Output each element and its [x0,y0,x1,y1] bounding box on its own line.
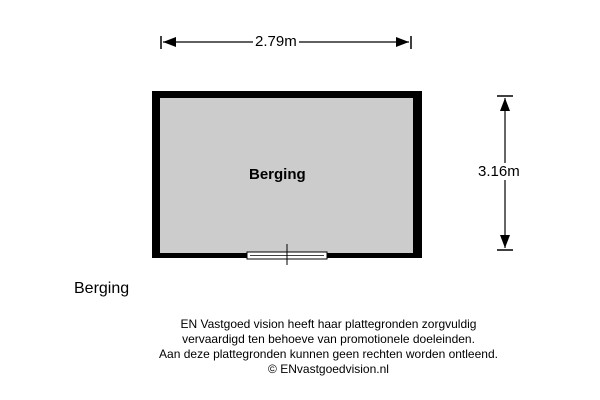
width-dimension-label: 2.79m [255,33,297,50]
disclaimer [0,317,600,377]
disclaimer-line: Aan deze plattegronden kunnen geen rechten worden ontleend. [159,347,498,361]
disclaimer-line: EN Vastgoed vision heeft haar plattegronden zorgvuldig [180,317,477,331]
floorplan-title: Berging [74,280,130,297]
copyright-line: © ENvastgoedvision.nl [268,362,389,376]
height-dimension-label: 3.16m [478,163,520,180]
disclaimer-line: vervaardigd ten behoeve van promotionele doeleinden. [182,332,475,346]
room-label: Berging [249,166,306,183]
